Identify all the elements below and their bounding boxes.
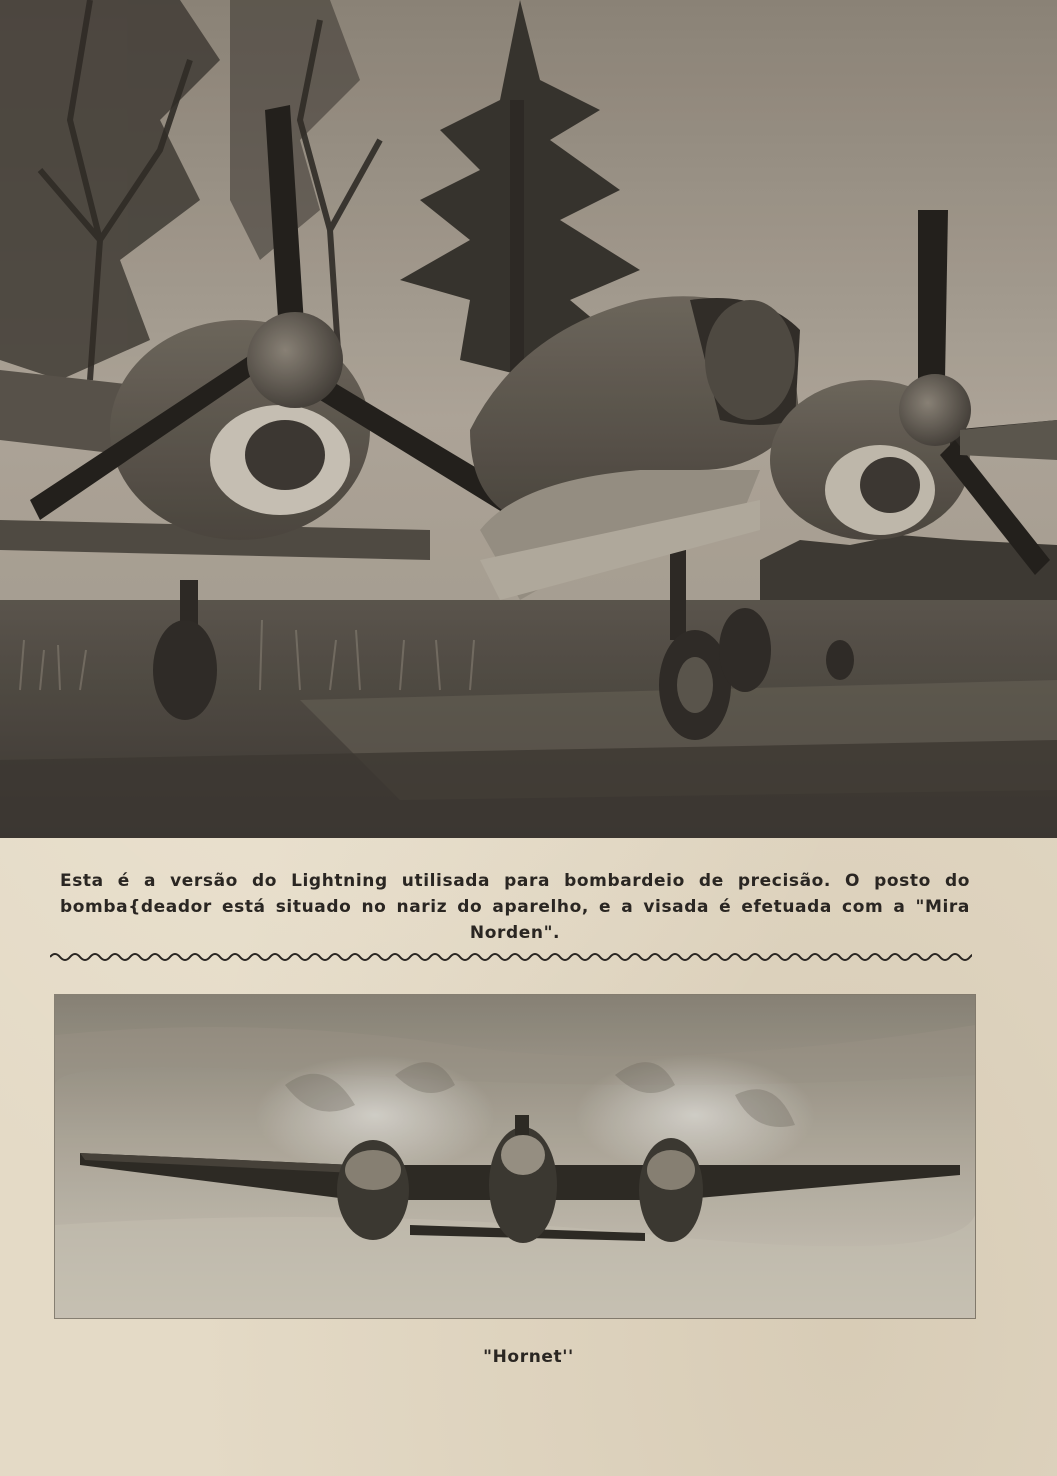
hornet-caption: "Hornet'' (483, 1347, 574, 1367)
wavy-divider (50, 950, 972, 964)
hornet-flight-photo (55, 995, 975, 1318)
lightning-caption: Esta é a versão do Lightning utilisada para bombardeio de precisão. O posto do bomba{deador está situado no nariz do aparelho, e a visada é efetuada com a "Mira Norden". (60, 871, 970, 943)
hornet-flight-illustration (55, 995, 975, 1318)
